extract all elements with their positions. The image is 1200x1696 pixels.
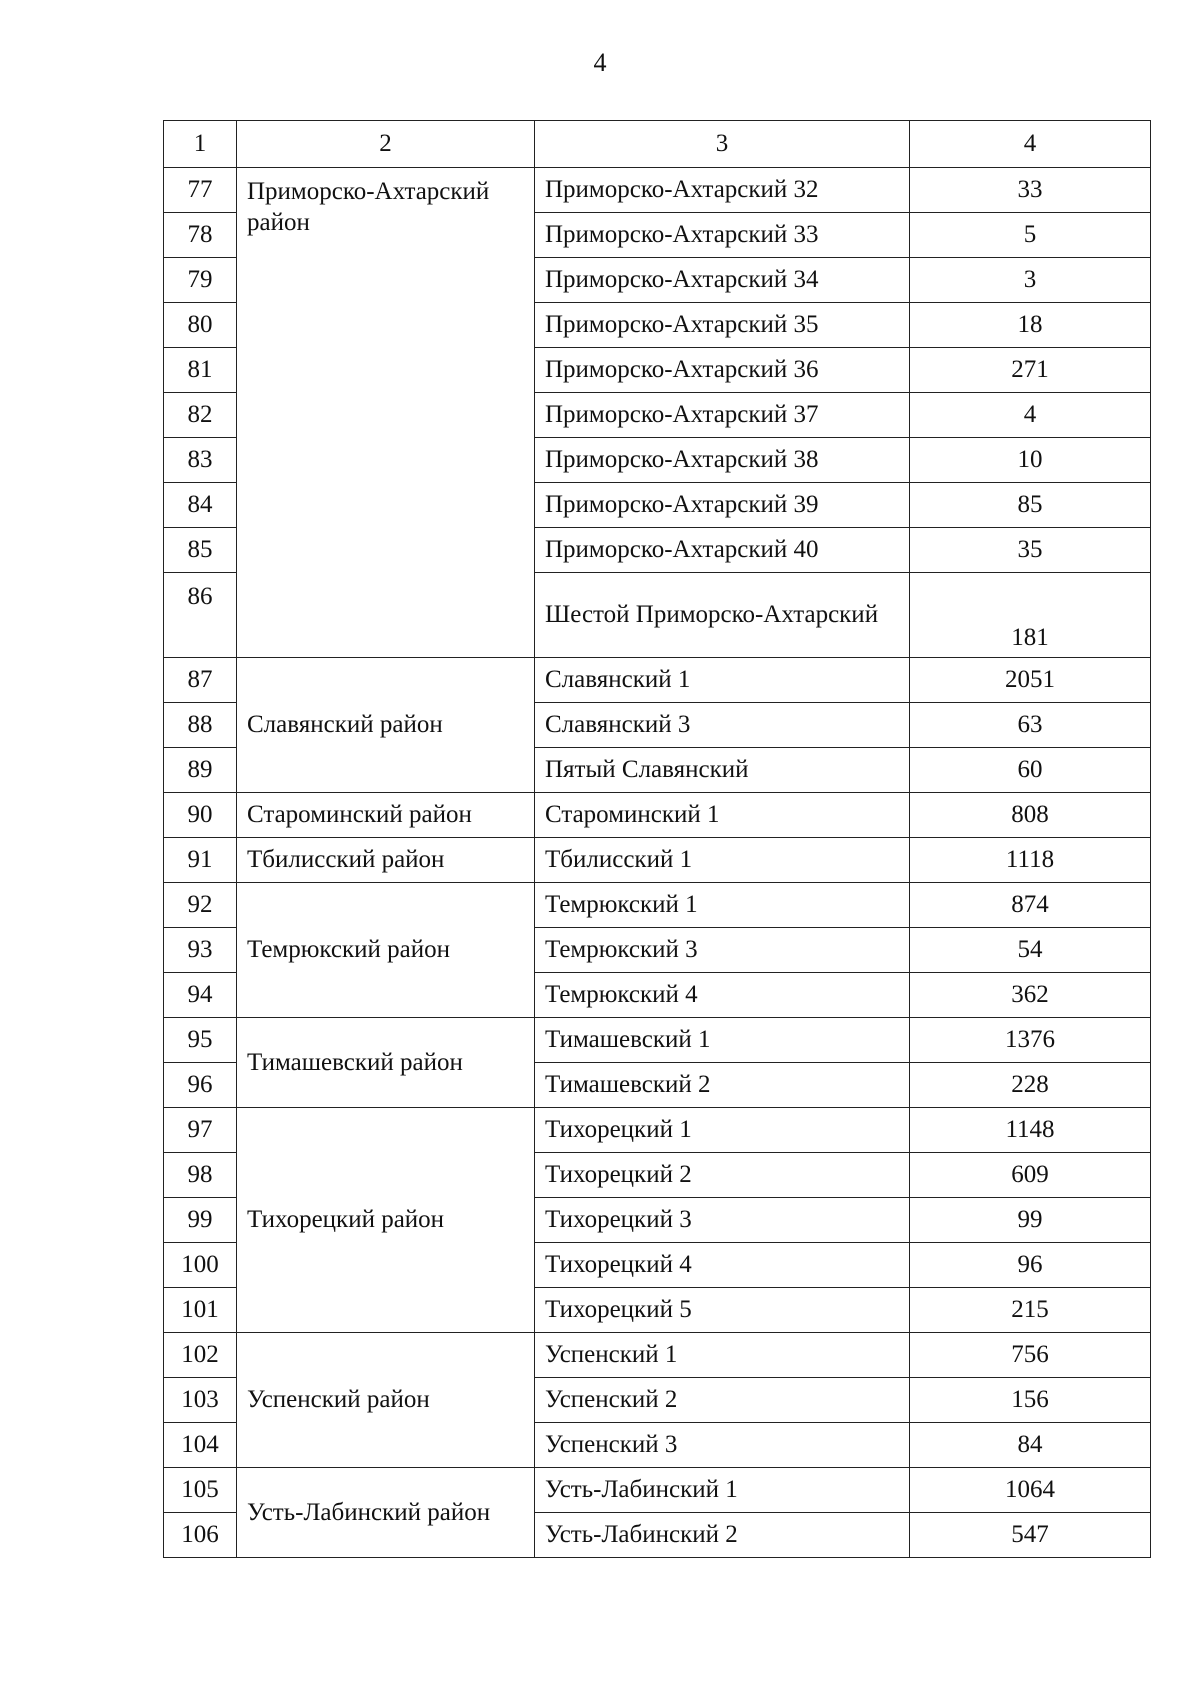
row-number-cell: 77 bbox=[164, 168, 237, 213]
name-cell: Приморско-Ахтарский 39 bbox=[535, 483, 910, 528]
row-number-cell: 89 bbox=[164, 748, 237, 793]
name-cell: Тихорецкий 3 bbox=[535, 1198, 910, 1243]
row-number-cell: 105 bbox=[164, 1468, 237, 1513]
value-cell: 271 bbox=[910, 348, 1151, 393]
name-cell: Пятый Славянский bbox=[535, 748, 910, 793]
table-row bbox=[164, 658, 1151, 703]
name-cell: Усть-Лабинский 1 bbox=[535, 1468, 910, 1513]
row-number-cell: 83 bbox=[164, 438, 237, 483]
name-cell: Темрюкский 3 bbox=[535, 928, 910, 973]
table-row bbox=[164, 1333, 1151, 1378]
name-cell: Тихорецкий 4 bbox=[535, 1243, 910, 1288]
value-cell: 4 bbox=[910, 393, 1151, 438]
name-cell: Тихорецкий 1 bbox=[535, 1108, 910, 1153]
name-cell: Приморско-Ахтарский 33 bbox=[535, 213, 910, 258]
page-number: 4 bbox=[593, 48, 607, 77]
table-row bbox=[164, 1108, 1151, 1153]
district-cell: Славянский район bbox=[237, 658, 535, 793]
row-number-cell: 86 bbox=[164, 573, 237, 658]
table-row bbox=[164, 883, 1151, 928]
value-cell: 1118 bbox=[910, 838, 1151, 883]
row-number-cell: 84 bbox=[164, 483, 237, 528]
name-cell: Тимашевский 2 bbox=[535, 1063, 910, 1108]
name-cell: Тихорецкий 5 bbox=[535, 1288, 910, 1333]
name-cell: Приморско-Ахтарский 37 bbox=[535, 393, 910, 438]
row-number-cell: 104 bbox=[164, 1423, 237, 1468]
value-cell: 362 bbox=[910, 973, 1151, 1018]
value-cell: 874 bbox=[910, 883, 1151, 928]
header-cell: 3 bbox=[535, 121, 910, 168]
value-cell: 63 bbox=[910, 703, 1151, 748]
name-cell: Успенский 1 bbox=[535, 1333, 910, 1378]
name-cell: Приморско-Ахтарский 32 bbox=[535, 168, 910, 213]
value-cell: 1376 bbox=[910, 1018, 1151, 1063]
row-number-cell: 94 bbox=[164, 973, 237, 1018]
table-row bbox=[164, 168, 1151, 213]
value-cell: 54 bbox=[910, 928, 1151, 973]
row-number-cell: 88 bbox=[164, 703, 237, 748]
district-cell: Староминский район bbox=[237, 793, 535, 838]
row-number-cell: 95 bbox=[164, 1018, 237, 1063]
name-cell: Успенский 3 bbox=[535, 1423, 910, 1468]
district-cell: Усть-Лабинский район bbox=[237, 1468, 535, 1558]
row-number-cell: 96 bbox=[164, 1063, 237, 1108]
value-cell: 1064 bbox=[910, 1468, 1151, 1513]
value-cell: 808 bbox=[910, 793, 1151, 838]
row-number-cell: 100 bbox=[164, 1243, 237, 1288]
row-number-cell: 97 bbox=[164, 1108, 237, 1153]
row-number-cell: 79 bbox=[164, 258, 237, 303]
district-cell: Темрюкский район bbox=[237, 883, 535, 1018]
value-cell: 96 bbox=[910, 1243, 1151, 1288]
row-number-cell: 87 bbox=[164, 658, 237, 703]
name-cell: Шестой Приморско-Ахтарский bbox=[535, 573, 910, 658]
table-row bbox=[164, 1468, 1151, 1513]
header-cell: 2 bbox=[237, 121, 535, 168]
row-number-cell: 101 bbox=[164, 1288, 237, 1333]
row-number-cell: 91 bbox=[164, 838, 237, 883]
name-cell: Тимашевский 1 bbox=[535, 1018, 910, 1063]
row-number-cell: 102 bbox=[164, 1333, 237, 1378]
row-number-cell: 98 bbox=[164, 1153, 237, 1198]
name-cell: Темрюкский 4 bbox=[535, 973, 910, 1018]
value-cell: 5 bbox=[910, 213, 1151, 258]
value-cell: 10 bbox=[910, 438, 1151, 483]
table-row bbox=[164, 1018, 1151, 1063]
name-cell: Успенский 2 bbox=[535, 1378, 910, 1423]
row-number-cell: 93 bbox=[164, 928, 237, 973]
value-cell: 756 bbox=[910, 1333, 1151, 1378]
district-cell: Приморско-Ахтарский район bbox=[237, 168, 535, 658]
value-cell: 2051 bbox=[910, 658, 1151, 703]
row-number-cell: 106 bbox=[164, 1513, 237, 1558]
value-cell: 547 bbox=[910, 1513, 1151, 1558]
district-cell: Тбилисский район bbox=[237, 838, 535, 883]
value-cell: 18 bbox=[910, 303, 1151, 348]
district-cell: Успенский район bbox=[237, 1333, 535, 1468]
header-row bbox=[164, 121, 1151, 168]
value-cell: 84 bbox=[910, 1423, 1151, 1468]
name-cell: Приморско-Ахтарский 40 bbox=[535, 528, 910, 573]
row-number-cell: 80 bbox=[164, 303, 237, 348]
row-number-cell: 82 bbox=[164, 393, 237, 438]
row-number-cell: 92 bbox=[164, 883, 237, 928]
data-table bbox=[163, 120, 1151, 1558]
table-row bbox=[164, 793, 1151, 838]
district-cell: Тихорецкий район bbox=[237, 1108, 535, 1333]
value-cell: 33 bbox=[910, 168, 1151, 213]
district-cell: Тимашевский район bbox=[237, 1018, 535, 1108]
name-cell: Приморско-Ахтарский 38 bbox=[535, 438, 910, 483]
name-cell: Приморско-Ахтарский 36 bbox=[535, 348, 910, 393]
name-cell: Славянский 1 bbox=[535, 658, 910, 703]
name-cell: Усть-Лабинский 2 bbox=[535, 1513, 910, 1558]
table-row bbox=[164, 838, 1151, 883]
value-cell: 35 bbox=[910, 528, 1151, 573]
row-number-cell: 78 bbox=[164, 213, 237, 258]
value-cell: 181 bbox=[910, 573, 1151, 658]
name-cell: Темрюкский 1 bbox=[535, 883, 910, 928]
value-cell: 228 bbox=[910, 1063, 1151, 1108]
name-cell: Староминский 1 bbox=[535, 793, 910, 838]
name-cell: Приморско-Ахтарский 35 bbox=[535, 303, 910, 348]
value-cell: 215 bbox=[910, 1288, 1151, 1333]
row-number-cell: 90 bbox=[164, 793, 237, 838]
value-cell: 609 bbox=[910, 1153, 1151, 1198]
name-cell: Приморско-Ахтарский 34 bbox=[535, 258, 910, 303]
value-cell: 156 bbox=[910, 1378, 1151, 1423]
value-cell: 85 bbox=[910, 483, 1151, 528]
name-cell: Славянский 3 bbox=[535, 703, 910, 748]
row-number-cell: 99 bbox=[164, 1198, 237, 1243]
value-cell: 1148 bbox=[910, 1108, 1151, 1153]
value-cell: 60 bbox=[910, 748, 1151, 793]
row-number-cell: 81 bbox=[164, 348, 237, 393]
row-number-cell: 103 bbox=[164, 1378, 237, 1423]
name-cell: Тбилисский 1 bbox=[535, 838, 910, 883]
header-cell: 1 bbox=[164, 121, 237, 168]
value-cell: 3 bbox=[910, 258, 1151, 303]
name-cell: Тихорецкий 2 bbox=[535, 1153, 910, 1198]
header-cell: 4 bbox=[910, 121, 1151, 168]
row-number-cell: 85 bbox=[164, 528, 237, 573]
value-cell: 99 bbox=[910, 1198, 1151, 1243]
